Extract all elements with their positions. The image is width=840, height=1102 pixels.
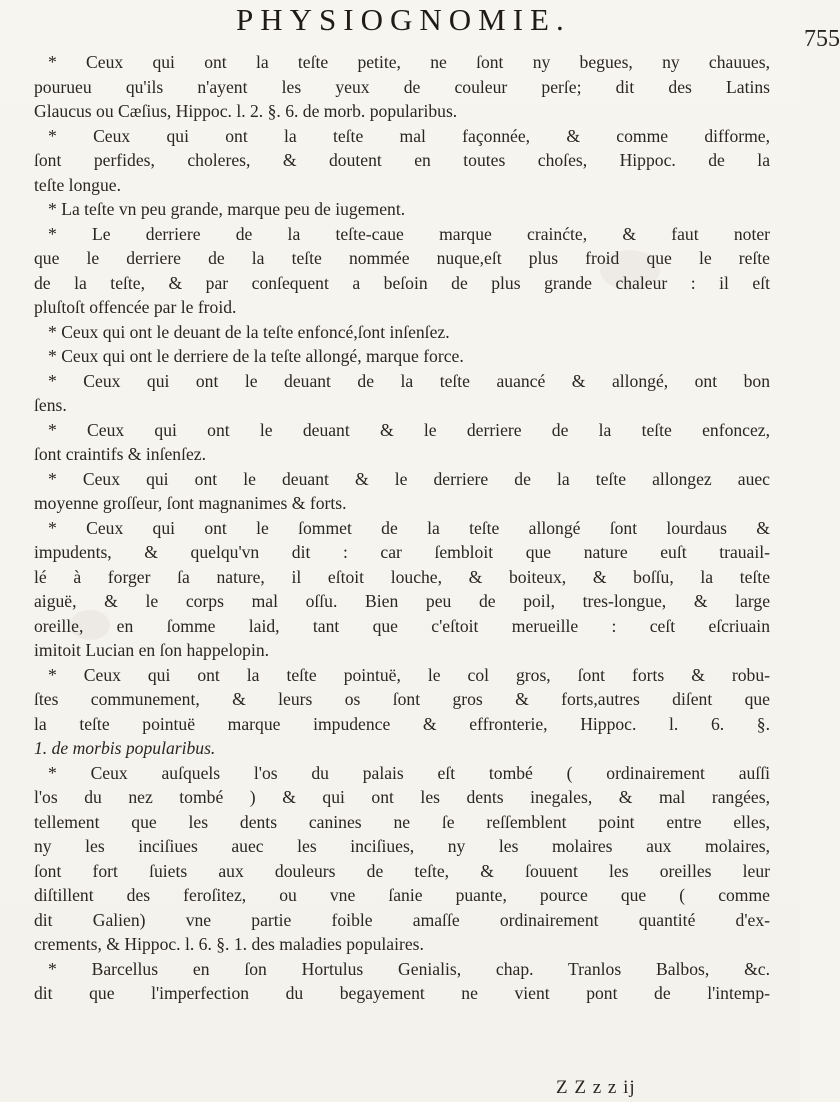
text-line: aiguë, & le corps mal oſſu. Bien peu de poil, tres-longue, & large xyxy=(34,591,770,611)
text-line: * Le derriere de la teſte-caue marque crainćte, & faut noter xyxy=(48,223,770,244)
text-line: pluſtoſt offencée par le froid. xyxy=(34,297,237,317)
text-line: * Ceux qui ont le deuant & le derriere de la teſte allongez auec xyxy=(48,468,770,489)
text-line: ſont perfides, choleres, & doutent en toutes choſes, Hippoc. de la xyxy=(34,150,770,170)
text-line: * Ceux qui ont le deuant de la teſte enfoncé,ſont inſenſez. xyxy=(48,321,450,342)
text-line: ſens. xyxy=(34,395,67,415)
text-line: * Ceux auſquels l'os du palais eſt tombé ( ordinairement auſſi xyxy=(48,762,770,783)
text-line: * Ceux qui ont le derriere de la teſte allongé, marque force. xyxy=(48,346,464,366)
text-line: ſtes communement, & leurs os ſont gros & forts,autres diſent que xyxy=(34,689,770,709)
text-line: dit que l'imperfection du begayement ne vient pont de l'intemp- xyxy=(34,983,770,1003)
text-line: tellement que les dents canines ne ſe reſſemblent point entre elles, xyxy=(34,811,770,832)
page-header xyxy=(236,2,840,56)
text-line: dit Galien) vne partie foible amaſſe ordinairement quantité d'ex- xyxy=(34,909,770,930)
body-text xyxy=(34,50,770,1006)
text-line: que le derriere de la teſte nommée nuque,eſt plus froid que le reſte xyxy=(34,248,770,268)
text-line: Glaucus ou Cæſius, Hippoc. l. 2. §. 6. de morb. popularibus. xyxy=(34,101,458,121)
text-line: de la teſte, & par conſequent a beſoin de plus grande chaleur : il eſt xyxy=(34,272,770,293)
text-line: 1. de morbis popularibus. xyxy=(34,738,216,758)
text-line: * Ceux qui ont le ſommet de la teſte allongé ſont lourdaus & xyxy=(48,517,770,538)
text-line: * Ceux qui ont le deuant de la teſte auancé & allongé, ont bon xyxy=(48,370,770,391)
text-line: lé à forger ſa nature, il eſtoit louche, & boiteux, & boſſu, la teſte xyxy=(34,566,770,587)
text-line: pourueu qu'ils n'ayent les yeux de couleur perſe; dit des Latins xyxy=(34,76,770,97)
text-line: l'os du nez tombé ) & qui ont les dents inegales, & mal rangées, xyxy=(34,787,770,807)
text-line: ſont craintifs & inſenſez. xyxy=(34,444,206,464)
text-line: * Ceux qui ont la teſte mal façonnée, & comme difforme, xyxy=(48,125,770,146)
text-line: * Barcellus en ſon Hortulus Genialis, chap. Tranlos Balbos, &c. xyxy=(48,958,770,979)
text-line: oreille, en ſomme laid, tant que c'eſtoit merueille : ceſt eſcriuain xyxy=(34,615,770,636)
text-line: ny les inciſiues auec les inciſiues, ny les molaires aux molaires, xyxy=(34,836,770,856)
text-line: crements, & Hippoc. l. 6. §. 1. des maladies populaires. xyxy=(34,934,424,954)
text-line: la teſte pointuë marque impudence & effronterie, Hippoc. l. 6. §. xyxy=(34,713,770,734)
running-title: PHYSIOGNOMIE. xyxy=(236,2,571,37)
signature-mark: Z Z z z ij xyxy=(556,1077,636,1098)
text-line: * La teſte vn peu grande, marque peu de iugement. xyxy=(48,199,406,219)
text-line: imitoit Lucian en ſon happelopin. xyxy=(34,640,270,660)
text-line: moyenne groſſeur, ſont magnanimes & forts. xyxy=(34,493,347,513)
text-line: teſte longue. xyxy=(34,174,121,195)
text-line: ſont fort ſuiets aux douleurs de teſte, & ſouuent les oreilles leur xyxy=(34,860,770,881)
text-line: impudents, & quelqu'vn dit : car ſembloit que nature euſt trauail- xyxy=(34,542,770,562)
text-line: * Ceux qui ont la teſte pointuë, le col gros, ſont forts & robu- xyxy=(48,664,770,685)
text-line: * Ceux qui ont la teſte petite, ne ſont ny begues, ny chauues, xyxy=(48,52,770,72)
page-number: 755 xyxy=(804,26,840,52)
text-line: diſtillent des feroſitez, ou vne ſanie puante, pource que ( comme xyxy=(34,885,770,905)
text-line: * Ceux qui ont le deuant & le derriere de la teſte enfoncez, xyxy=(48,419,770,440)
